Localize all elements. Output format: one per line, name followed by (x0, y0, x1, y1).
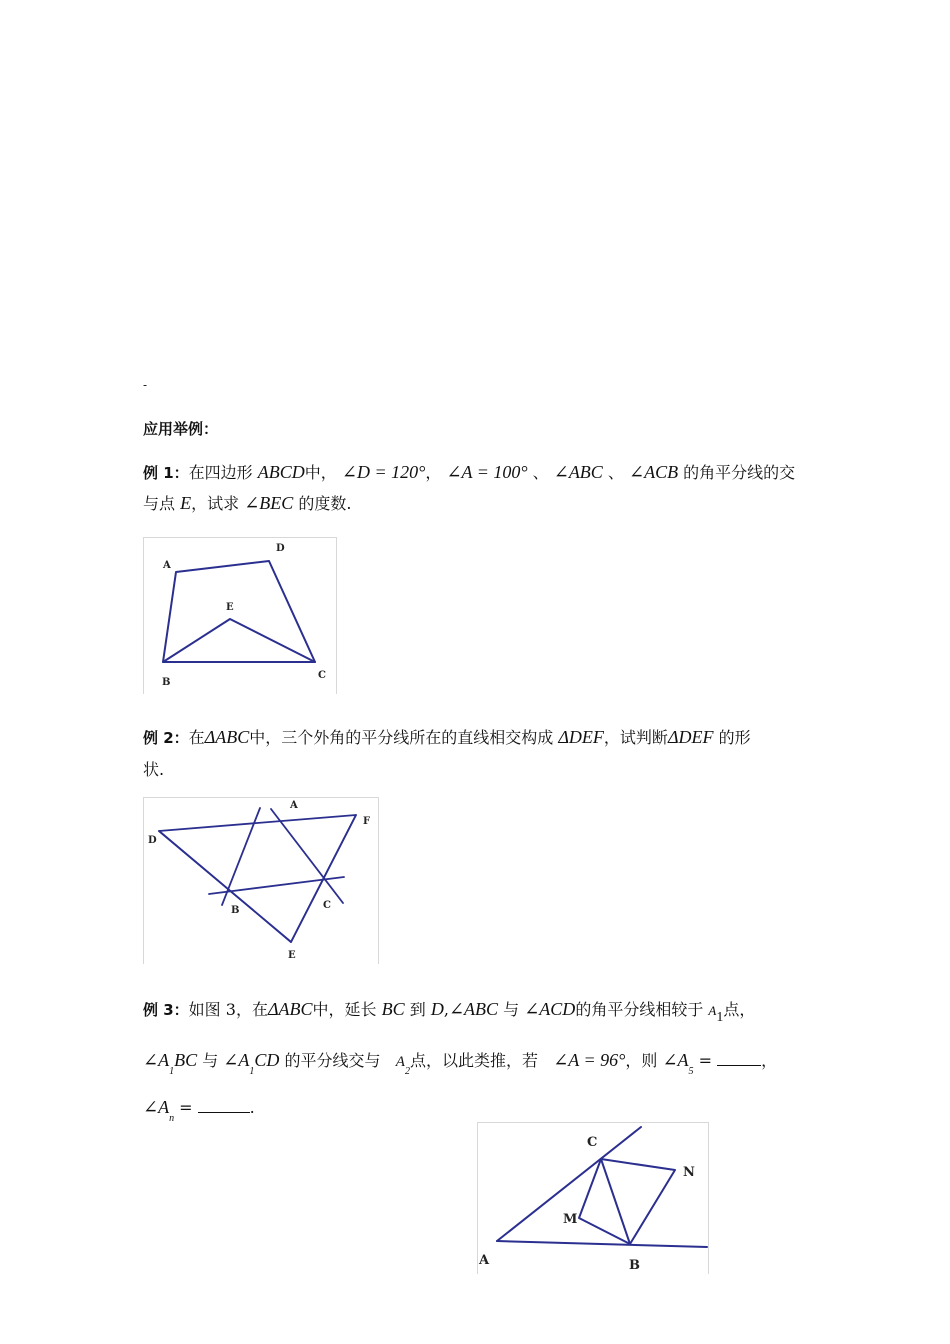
segment-bc: BC (381, 999, 405, 1019)
angle-bec: ∠BEC (244, 493, 294, 513)
example1-label: 例 1： (143, 464, 189, 482)
ray-ab-extended (497, 1241, 707, 1247)
label-a: A (163, 560, 171, 571)
text: 、 (602, 463, 624, 482)
text: 状. (143, 760, 165, 779)
angle-abc: ∠ABC (448, 999, 499, 1019)
text: 在 (188, 728, 205, 747)
text: 的形 (718, 728, 751, 747)
section-title: 应用举例： (143, 420, 219, 438)
label-c: C (318, 670, 326, 681)
text: . (249, 1098, 255, 1117)
text: ，试判断 (603, 728, 668, 747)
path-cnb (601, 1159, 675, 1244)
triangle-abc: ΔABC (204, 727, 250, 747)
angle-a1bc: $\angle A_1BC$ (143, 1050, 198, 1077)
angle-an: $\angle A_n$ (143, 1097, 175, 1124)
label-d: D (276, 543, 285, 554)
example1-line1 (143, 460, 795, 483)
point-a1: A1 (708, 1003, 724, 1025)
triangle-def: ΔDEF (558, 727, 604, 747)
text: ， (425, 463, 442, 482)
bisector-ac (271, 809, 343, 903)
label-a: A (479, 1253, 490, 1268)
angle-acd: ∠ACD (524, 999, 576, 1019)
angle-d: ∠D = 120° (341, 462, 426, 482)
text: ， (761, 1051, 778, 1070)
label-c: C (587, 1135, 598, 1150)
text: 点，以此类推，若 (409, 1051, 538, 1070)
text: 中，三个外角的平分线所在的直线相交构成 (249, 728, 554, 747)
text: ，则 (625, 1051, 658, 1070)
side-ef (291, 815, 356, 942)
label-e: E (288, 950, 296, 961)
label-b: B (162, 677, 171, 688)
text: 中，延长 (312, 1000, 377, 1019)
angle-condition: ∠A = 96° (553, 1050, 626, 1070)
example2-label: 例 2： (143, 729, 189, 747)
point-d: D (430, 999, 444, 1019)
figure-2 (143, 797, 379, 964)
example3-label: 例 3： (143, 1001, 189, 1019)
label-m: M (563, 1212, 578, 1227)
text: 与 (202, 1051, 219, 1070)
angle-a5: $\angle A_5$ (662, 1050, 694, 1077)
text: 如图 3，在 (188, 1000, 268, 1019)
answer-blank-an (198, 1112, 250, 1113)
label-b: B (231, 905, 240, 916)
bisector-lines (163, 619, 315, 662)
answer-blank-a5 (717, 1065, 761, 1066)
label-e: E (226, 602, 234, 613)
text: 的度数. (298, 494, 352, 513)
point-a2: $A_2$ (395, 1054, 410, 1077)
triangle-def: ΔDEF (667, 727, 714, 747)
text: 中， (304, 463, 337, 482)
text: 在四边形 (188, 463, 253, 482)
example3-line1 (143, 997, 756, 1025)
equals: = (179, 1098, 193, 1117)
label-a: A (290, 800, 298, 811)
example2-line1 (143, 725, 751, 748)
figure-1 (143, 537, 337, 694)
text: 的角平分线相较于 (575, 1000, 704, 1019)
quad-name: ABCD (257, 462, 305, 482)
figure-3 (477, 1122, 709, 1274)
text: 与点 (143, 494, 176, 513)
equals: = (698, 1051, 713, 1070)
label-f: F (363, 816, 371, 827)
triangle-abc: ΔABC (267, 999, 313, 1019)
label-d: D (148, 835, 157, 846)
example1-line2 (143, 491, 351, 514)
example3-line3 (143, 1097, 255, 1124)
label-c: C (323, 900, 331, 911)
label-b: B (629, 1258, 640, 1273)
text: , (443, 1000, 449, 1019)
text: 到 (409, 1000, 426, 1019)
text: 的平分线交与 (284, 1051, 381, 1070)
text: ，试求 (191, 494, 240, 513)
dot-marker: - (143, 378, 148, 392)
text: 、 (527, 463, 549, 482)
angle-a1cd: $\angle A_1CD$ (223, 1050, 280, 1077)
text: 点， (723, 1000, 756, 1019)
angle-a: ∠A = 100° (446, 462, 528, 482)
label-n: N (683, 1165, 695, 1180)
example2-line2 (143, 757, 164, 780)
angle-abc: ∠ABC (553, 462, 603, 482)
point-e: E (180, 493, 192, 513)
angle-acb: ∠ACB (629, 462, 679, 482)
text: 的角平分线的交 (683, 463, 796, 482)
text: 与 (503, 1000, 520, 1019)
example3-line2 (143, 1048, 778, 1077)
